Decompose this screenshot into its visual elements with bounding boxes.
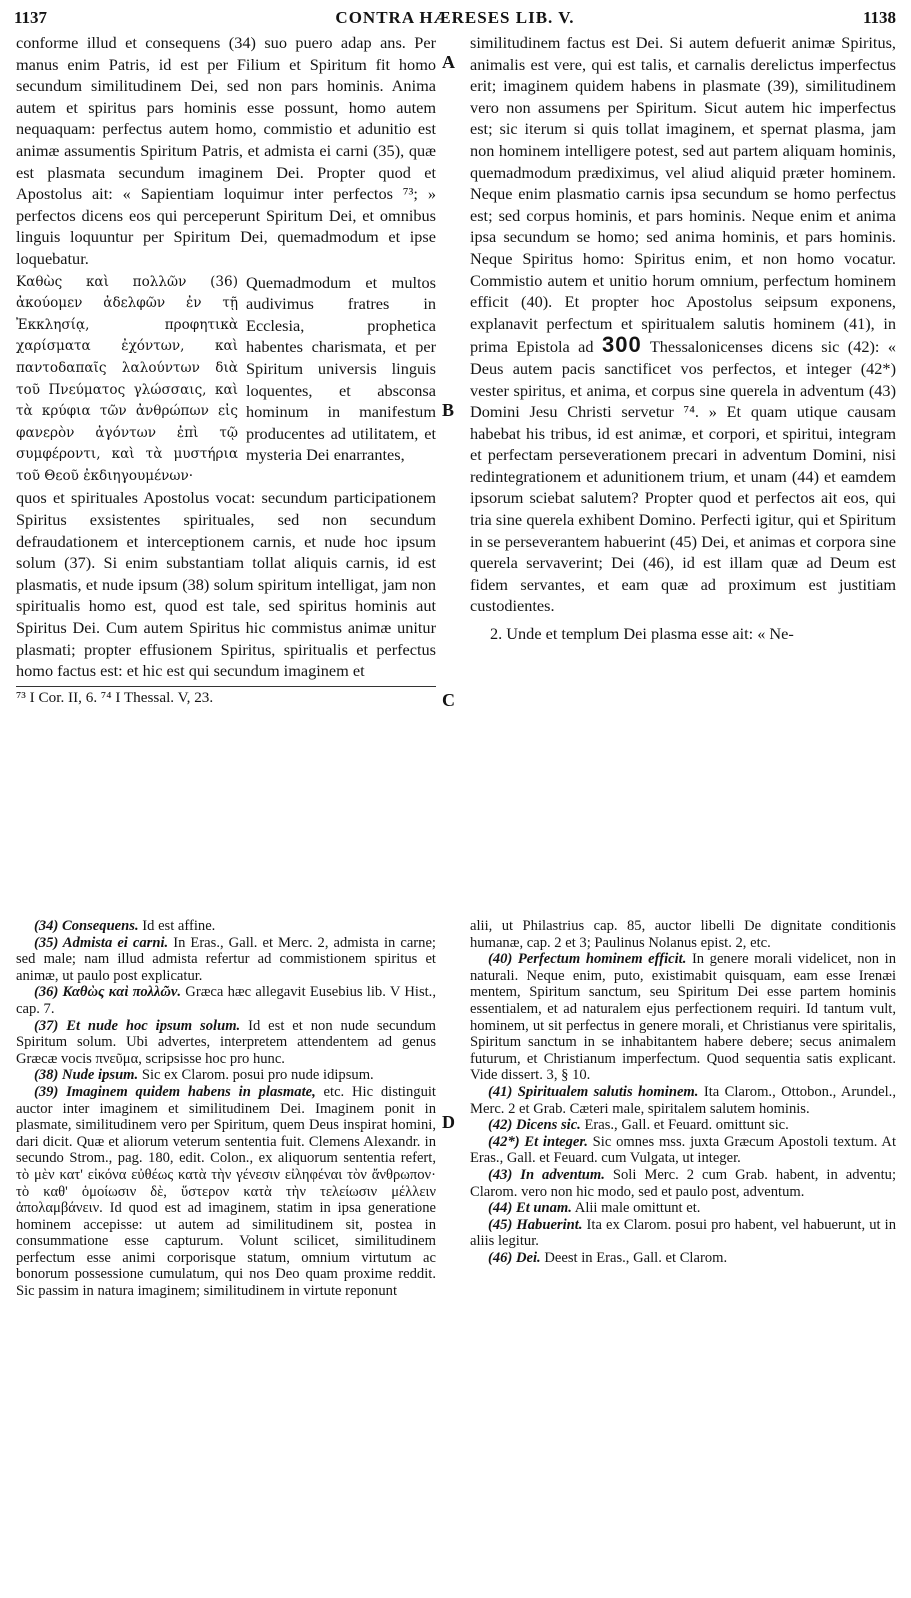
footnote-text: Deest in Eras., Gall. et Clarom. (540, 1249, 728, 1266)
footnote (470, 1167, 896, 1200)
footnote (470, 1217, 896, 1250)
footnote (16, 1067, 436, 1084)
footnote-text: etc. Hic distinguit auctor inter imaginem et similitudinem Dei. Imaginem ponit in plasmate, similitudinem vero per Spiritum, quem Deus inspirat homini, dari dicit. Quæ et aliorum veterum sententia fuit. Clemens Alexandr. in secundo Strom., pag. 180, edit. Colon., ex aliquorum sententia refert, τὸ μὲν κατ' εἰκόνα εὐθέως κατὰ τὴν γένεσιν εἰληφέναι τὸν ἄνθρωπον· τὸ καθ' ὁμοίωσιν δὲ, ὕστερον κατὰ τὴν τελείωσιν μέλλειν ἀπολαμβάνειν. Id quod est ad imaginem, statim in ipsa generatione hominem accepisse: ut autem ad similitudinem sit, postea in consummatione esse capturum. Volunt scilicet, similitudinem perfectum esse animi corporisque statum, omnium virtutum ac bonorum possessione cumulatum, qui nos Deo quam proxime reddit. Sic passim in natura imaginem; similitudinem in virtute reponunt (16, 1083, 436, 1300)
footnote (16, 984, 436, 1017)
footnote-lemma: (41) Spiritualem salutis hominem. (488, 1083, 699, 1100)
left-paragraph-1: conforme illud et consequens (34) suo puero adap ans. Per manus enim Patris, id est per Filium et Spiritum fit homo secundum similitudinem Dei, sed non pars hominis. Anima autem et spiritus pars hominis esse possunt, homo autem nequaquam: perfectus autem homo, commistio et adunitio est animæ assumentis Spiritum Patris, et admista ei carni (35), quæ est plasmata secundum imaginem Dei. Propter quod et Apostolus ait: « Sapientiam loquimur inter perfectos ⁷³; » perfectos dicens eos qui perceperunt Spiritum Dei, et omnibus linguis loquuntur per Spiritum Dei, quemadmodum et ipse loquebatur. (16, 33, 436, 268)
footnote-text: Ita ex Clarom. posui pro habent, vel habuerunt, ut in aliis legitur. (470, 1216, 896, 1250)
margin-letter-b: B (442, 400, 455, 420)
footnote (470, 1117, 896, 1134)
footnote-text: Ita Clarom., Ottobon., Arundel., Merc. 2 et Grab. Cæteri male, spiritalem salutem hominis. (470, 1083, 896, 1117)
margin-letter-c: C (442, 690, 455, 710)
left-text-column (16, 32, 436, 707)
page-number-right: 1138 (862, 8, 896, 27)
footnote-text: Id est affine. (138, 918, 216, 934)
footnote (16, 918, 436, 935)
footnote-lemma: (40) Perfectum hominem efficit. (488, 951, 687, 968)
footnote-text: In Eras., Gall. et Merc. 2, admista in carne; sed male; nam illud admista refertur ad commistionem spiritus et animæ, ut paulo post explicatur. (16, 934, 436, 984)
footnote-lemma: (46) Dei. (488, 1249, 541, 1266)
footnote-text: Soli Merc. 2 cum Grab. habent, in adventu; Clarom. vero non hic modo, sed et paulo post, adventum. (470, 1166, 896, 1200)
footnote (470, 918, 896, 951)
greek-text: Καθὼς καὶ πολλῶν (36) ἀκούομεν ἀδελφῶν ἐν τῇ Ἐκκλησίᾳ, προφητικὰ χαρίσματα ἐχόντων, καὶ παντοδαπαῖς λαλούντων διὰ τοῦ Πνεύματος γλώσσαις, καὶ τὰ κρύφια τῶν ἀνθρώπων εἰς φανερὸν ἀγόντων ἐπὶ τῷ συμφέροντι, καὶ τὰ μυστήρια τοῦ Θεοῦ ἐκδιηγουμένων· (16, 273, 238, 484)
footnote (470, 951, 896, 1084)
right-paragraph-1-text: similitudinem factus est Dei. Si autem defuerit animæ Spiritus, animalis est vere, qui est talis, et carnalis derelictus imperfectus erit; imaginem quidem habens in plasmate (39), similitudinem vero non assumens per Spiritum. Sicut autem hic imperfectus est; sic iterum si quis tollat imaginem, et spernat plasma, jam non hominem intelligere potest, sed aut partem aliquam hominis, quemadmodum prædiximus, vel aliud aliquid præter hominem. Neque enim plasmatio carnis ipsa secundum se homo perfectus est; sed corpus hominis, et pars hominis. Neque enim et anima ipsa secundum se homo; sed anima hominis, et pars hominis. Neque Spiritus homo: Spiritus enim, et non homo vocatur. Commistio autem et unitio horum omnium, perfectum hominem efficit (40). Et propter hoc Apostolus seipsum exponens, explanavit perfectum et spiritualem salutis hominem (41), in prima Epistola ad (470, 33, 896, 357)
scripture-references: ⁷³ I Cor. II, 6. ⁷⁴ I Thessal. V, 23. (16, 686, 436, 707)
footnote-lemma: (39) Imaginem quidem habens in plasmate, (34, 1083, 316, 1100)
margin-letter-a: A (442, 52, 455, 72)
footnote-lemma: (44) Et unam. (488, 1200, 572, 1217)
footnote (470, 1134, 896, 1167)
footnote-lemma: (38) Nude ipsum. (34, 1067, 139, 1084)
notes-right-column (470, 918, 896, 1266)
right-paragraph-2: 2. Unde et templum Dei plasma esse ait: « Ne- (490, 624, 794, 644)
footnote (470, 1250, 896, 1267)
right-paragraph-1-continued: Thessalonicenses dicens sic (42): « Deus autem pacis sanctificet vos perfectos, et integer (42*) vester spiritus, et anima, et corpus sine querela in adventum (43) Domini Jesu Christi servetur ⁷⁴. » Et quam utique causam habebat his tribus, id est animæ, et corpori, et spiritui, integram et perfectam perseverationem precari in adventum Domini, nisi redintegrationem et adunitionem trium, et unam (44) et eamdem ipsorum sciebat salutem? Propter quod et perfectos ait eos, qui tria sine querela exhibent Domino. Perfecti igitur, qui et Spiritum in se perseverantem habuerint (45) Dei, et animas et corpora sine querela servaverint; Dei (46), id est illam quæ ad Deum est fidem servantes, et eam quæ ad proximum est justitiam custodientes. (470, 337, 897, 616)
footnote-lemma: (37) Et nude hoc ipsum solum. (34, 1017, 241, 1034)
footnote-text: Sic ex Clarom. posui pro nude idipsum. (138, 1067, 374, 1084)
footnote-text: Id est et non nude secundum Spiritum solum. Ubi advertes, interpretem attendentem ad genus Græcæ vocis πνεῦμα, scripsisse hoc pro hunc. (16, 1017, 436, 1067)
footnote (470, 1200, 896, 1217)
footnote-lemma: (42*) Et integer. (488, 1133, 588, 1150)
footnote-text: Græca hæc allegavit Eusebius lib. V Hist., cap. 7. (16, 984, 436, 1017)
left-paragraph-2: quos et spirituales Apostolus vocat: secundum participationem Spiritus exsistentes spirituales, sed non secundum defraudationem et interceptionem carnis, et nude hoc ipsum solum (37). Si enim substantiam tollat aliquis carnis, id est plasmatis, et nude ipsum (38) solum spiritum intelligat, jam non spiritualis homo est, quod est tale, sed spiritus hominis aut Spiritus Dei. Cum autem Spiritus hic commistus animæ unitur plasmati; propter effusionem Spiritus, spiritualis et perfectus homo factus est: et hic est qui secundum imaginem et (16, 488, 436, 681)
footnote (470, 1084, 896, 1117)
greek-latin-parallel (16, 272, 436, 488)
margin-letter-d: D (442, 1112, 455, 1132)
latin-parallel-text: Quemadmodum et multos audivimus fratres in Ecclesia, prophetica habentes charismata, et per Spiritum universis linguis loquentes, et absconsa hominum in manifestum producentes ad utilitatem, et mysteria Dei enarrantes, (246, 272, 436, 465)
running-title: CONTRA HÆRESES LIB. V. (335, 8, 575, 27)
page-header (14, 6, 896, 30)
footnote-lemma: (43) In adventum. (488, 1166, 605, 1183)
footnote-text: Sic omnes mss. juxta Græcum Apostoli textum. At Eras., Gall. et Feuard. cum Vulgata, ut integer. (470, 1133, 896, 1167)
footnote-lemma: (42) Dicens sic. (488, 1117, 581, 1134)
footnote-lemma: (35) Admista ei carni. (34, 934, 169, 951)
footnote (16, 1084, 436, 1300)
footnote (16, 1018, 436, 1068)
signature-number: 300 (601, 332, 642, 358)
right-text-column (470, 32, 896, 645)
footnote-lemma: (36) Καθὼς καὶ πολλῶν. (34, 984, 182, 1001)
footnote (16, 935, 436, 985)
footnote-text: In genere morali videlicet, non in naturali. Neque enim, puto, existimabit quisquam, eam esse Irenæi mentem, Spiritum sanctum, seu Spiritum Dei esse partem hominis essentialem, et ad naturalem ejus perfectionem requiri. Id tantum vult, hominem, ut sit perfectus in genere morali, et Christianus vere spiritalis, Spiritum sanctum in se inhabitantem habere debere; secus animalem futurum, et Christianum imperfectum. Quod sequentia satis explicant. Vide dissert. 3, § 10. (470, 951, 897, 1084)
footnote-text: Alii male omittunt et. (571, 1200, 701, 1217)
notes-left-column (16, 918, 436, 1300)
footnote-lemma: (34) Consequens. (34, 918, 139, 934)
footnote-text: alii, ut Philastrius cap. 85, auctor libelli De dignitate conditionis humanæ, cap. 2 et 3; Paulinus Nolanus epist. 2, etc. (470, 918, 896, 951)
page-number-left: 1137 (14, 8, 48, 27)
footnote-lemma: (45) Habuerint. (488, 1216, 583, 1233)
right-paragraph-1 (470, 32, 896, 617)
footnote-text: Eras., Gall. et Feuard. omittunt sic. (580, 1117, 789, 1134)
